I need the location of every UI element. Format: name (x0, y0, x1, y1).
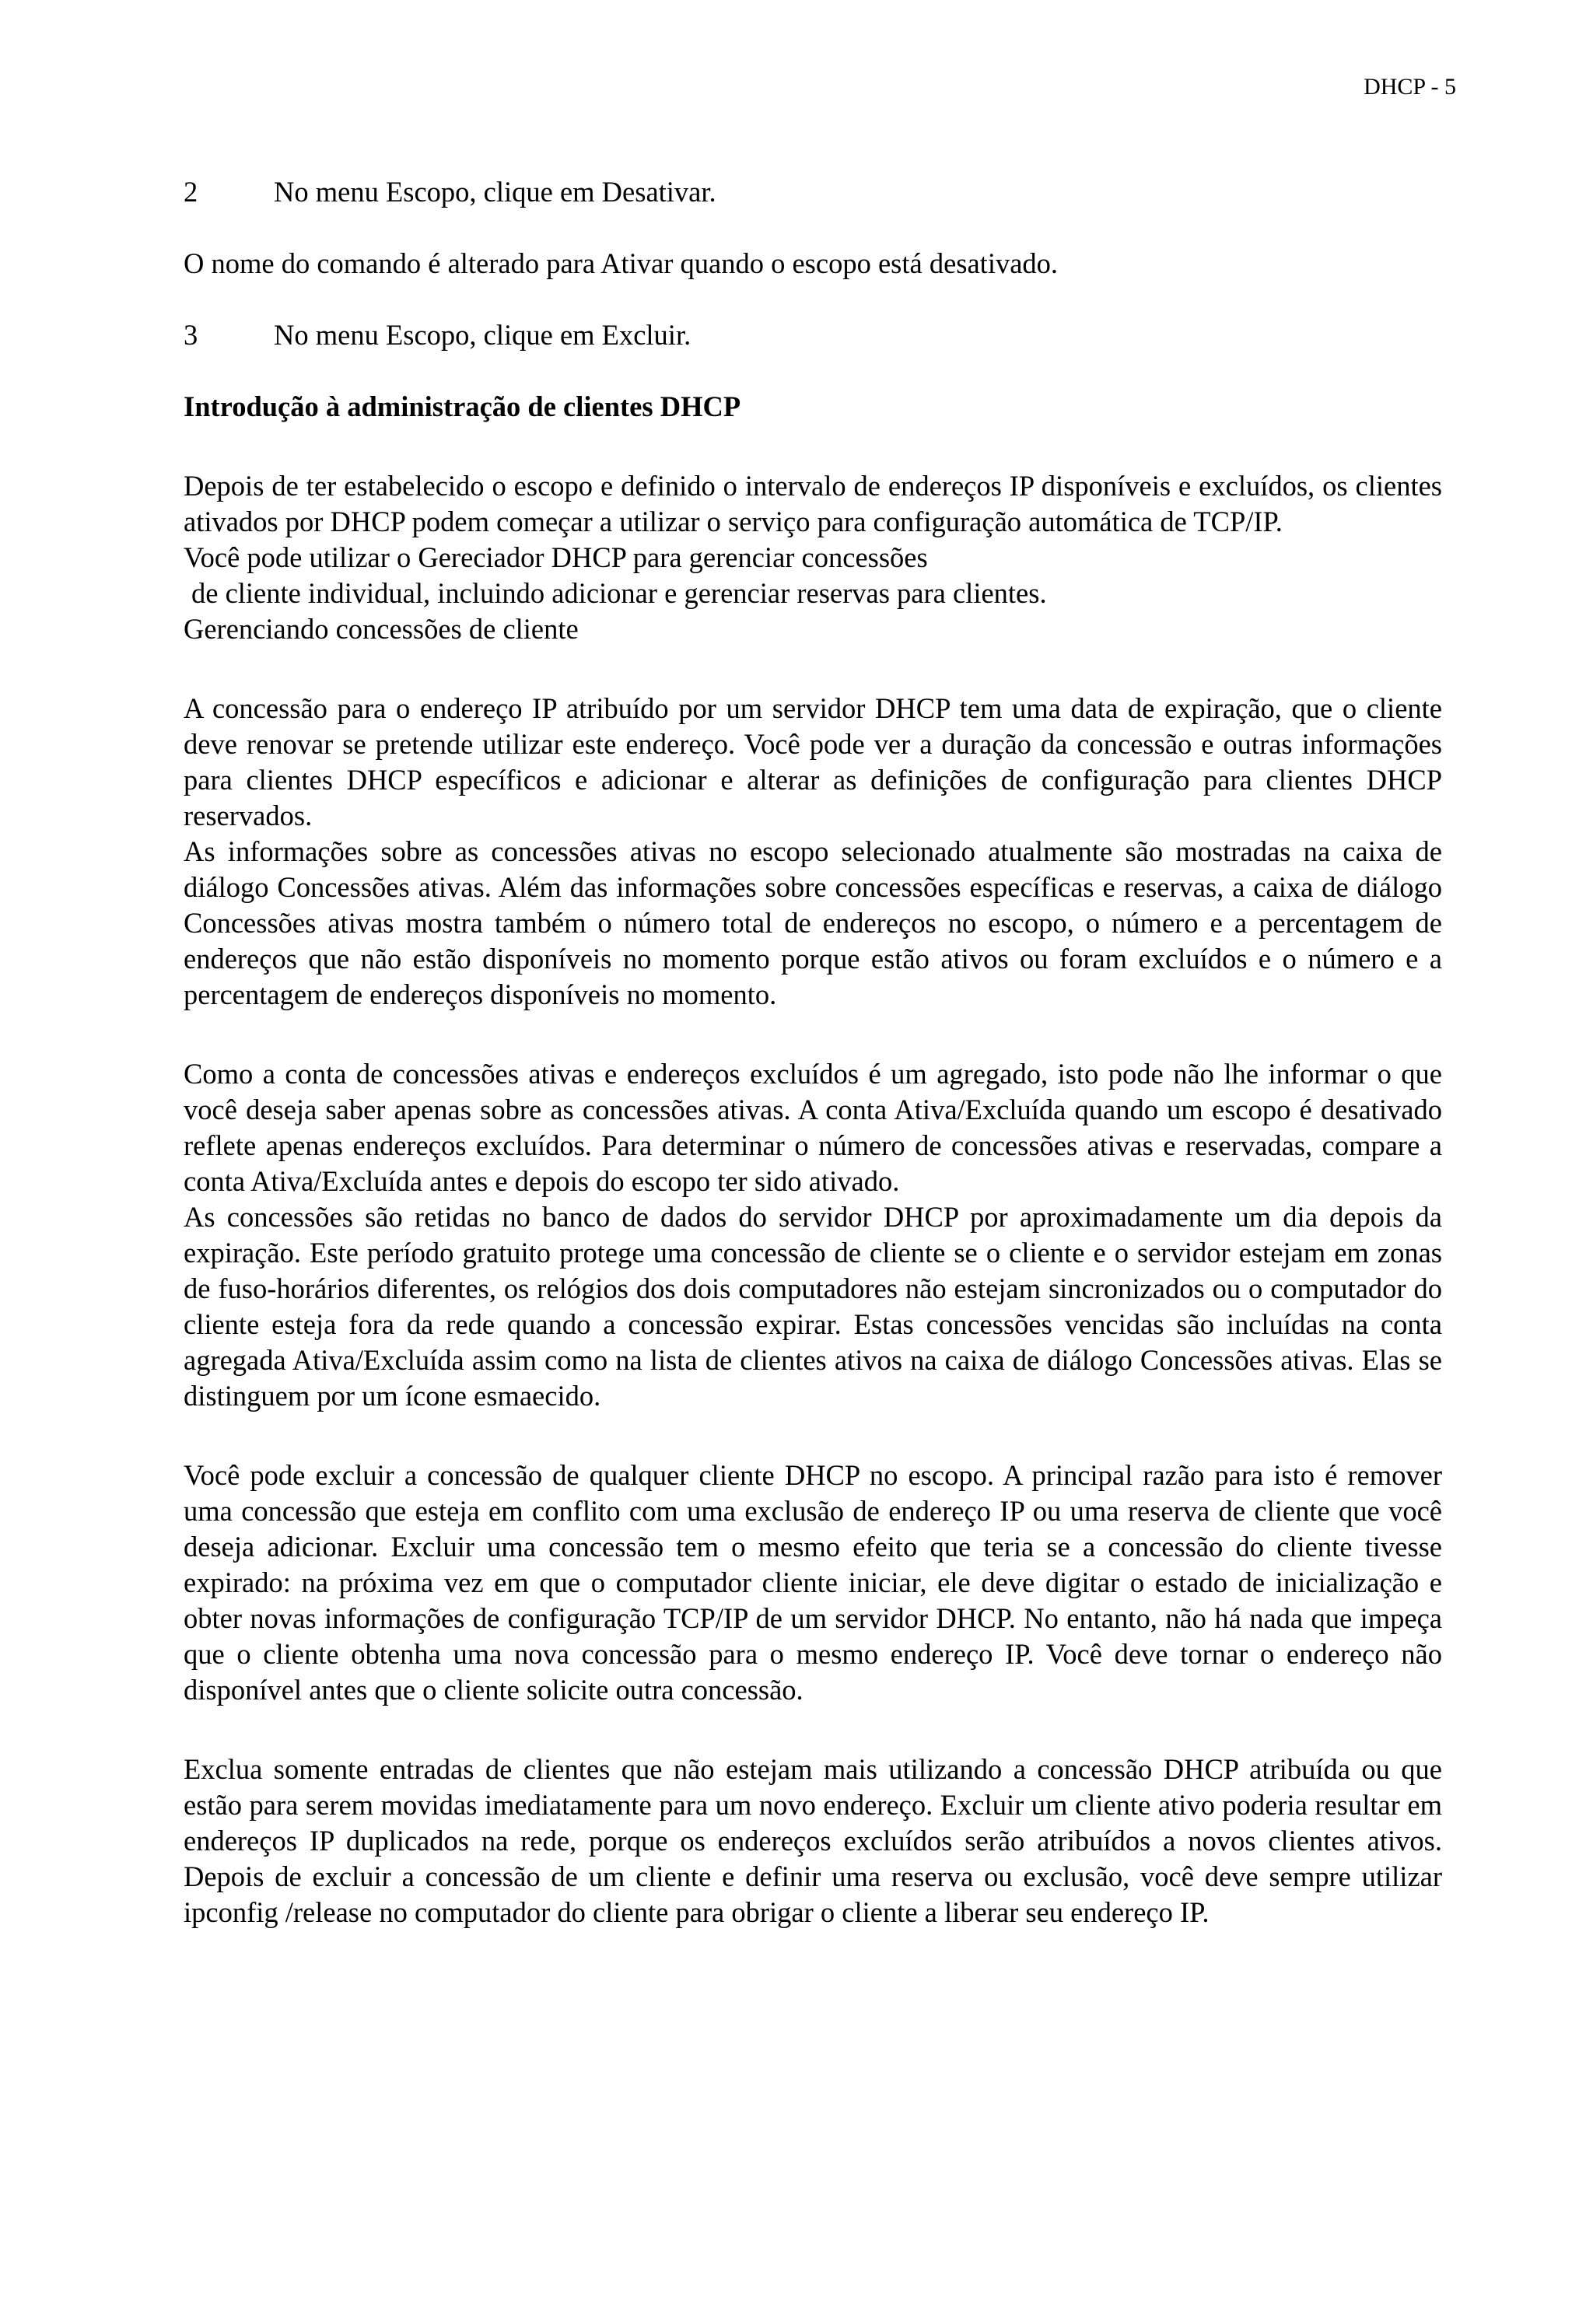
section-heading: Introdução à administração de clientes DHCP (184, 390, 741, 422)
body-paragraph: Exclua somente entradas de clientes que não estejam mais utilizando a concessão DHCP atribuída ou que estão para serem movidas imediatamente para um novo endereço. Excluir um cliente ativo poderia resultar em endereços IP duplicados na rede, porque os endereços excluídos serão atribuídos a novos clientes ativos. Depois de excluir a concessão de um cliente e definir uma reserva ou exclusão, você deve sempre utilizar ipconfig /release no computador do cliente para obrigar o cliente a liberar seu endereço IP. (184, 1753, 1442, 1928)
step-item (184, 317, 1442, 353)
body-paragraph: As concessões são retidas no banco de dados do servidor DHCP por aproximadamente um dia depois da expiração. Este período gratuito protege uma concessão de cliente se o cliente e o servidor estejam em zonas de fuso-horários diferentes, os relógios dos dois computadores não estejam sincronizados ou o computador do cliente esteja fora da rede quando a concessão expirar. Estas concessões vencidas são incluídas na conta agregada Ativa/Excluída assim como na lista de clientes ativos na caixa de diálogo Concessões ativas. Elas se distinguem por um ícone esmaecido. (184, 1201, 1442, 1412)
page-header: DHCP - 5 (1364, 74, 1456, 100)
intro-line: Você pode utilizar o Gereciador DHCP para gerenciar concessões (184, 541, 928, 573)
note-text: O nome do comando é alterado para Ativar quando o escopo está desativado. (184, 247, 1059, 279)
body-paragraph: Você pode excluir a concessão de qualquer cliente DHCP no escopo. A principal razão para isto é remover uma concessão que esteja em conflito com uma exclusão de endereço IP ou uma reserva de cliente que você deseja adicionar. Excluir uma concessão tem o mesmo efeito que teria se a concessão do cliente tivesse expirado: na próxima vez em que o computador cliente iniciar, ele deve digitar o estado de inicialização e obter novas informações de configuração TCP/IP de um servidor DHCP. No entanto, não há nada que impeça que o cliente obtenha uma nova concessão para o mesmo endereço IP. Você deve tornar o endereço não disponível antes que o cliente solicite outra concessão. (184, 1459, 1442, 1706)
document-body (184, 174, 1442, 1930)
subheading: Gerenciando concessões de cliente (184, 613, 579, 645)
intro-line: de cliente individual, incluindo adicionar e gerenciar reservas para clientes. (191, 577, 1047, 609)
intro-paragraph: Depois de ter estabelecido o escopo e definido o intervalo de endereços IP disponíveis e excluídos, os clientes ativados por DHCP podem começar a utilizar o serviço para configuração automática de TCP/IP. (184, 470, 1442, 537)
body-paragraph: As informações sobre as concessões ativas no escopo selecionado atualmente são mostradas na caixa de diálogo Concessões ativas. Além das informações sobre concessões específicas e reservas, a caixa de diálogo Concessões ativas mostra também o número total de endereços no escopo, o número e a percentagem de endereços que não estão disponíveis no momento porque estão ativos ou foram excluídos e o número e a percentagem de endereços disponíveis no momento. (184, 835, 1442, 1010)
step-text: No menu Escopo, clique em Desativar. (274, 176, 716, 208)
body-paragraph: Como a conta de concessões ativas e endereços excluídos é um agregado, isto pode não lhe informar o que você deseja saber apenas sobre as concessões ativas. A conta Ativa/Excluída quando um escopo é desativado reflete apenas endereços excluídos. Para determinar o número de concessões ativas e reservadas, compare a conta Ativa/Excluída antes e depois do escopo ter sido ativado. (184, 1058, 1442, 1197)
body-paragraph: A concessão para o endereço IP atribuído por um servidor DHCP tem uma data de expiração, que o cliente deve renovar se pretende utilizar este endereço. Você pode ver a duração da concessão e outras informações para clientes DHCP específicos e adicionar e alterar as definições de configuração para clientes DHCP reservados. (184, 692, 1442, 831)
step-item (184, 174, 1442, 210)
step-text: No menu Escopo, clique em Excluir. (274, 319, 691, 351)
step-number: 3 (184, 319, 198, 351)
step-number: 2 (184, 176, 198, 208)
